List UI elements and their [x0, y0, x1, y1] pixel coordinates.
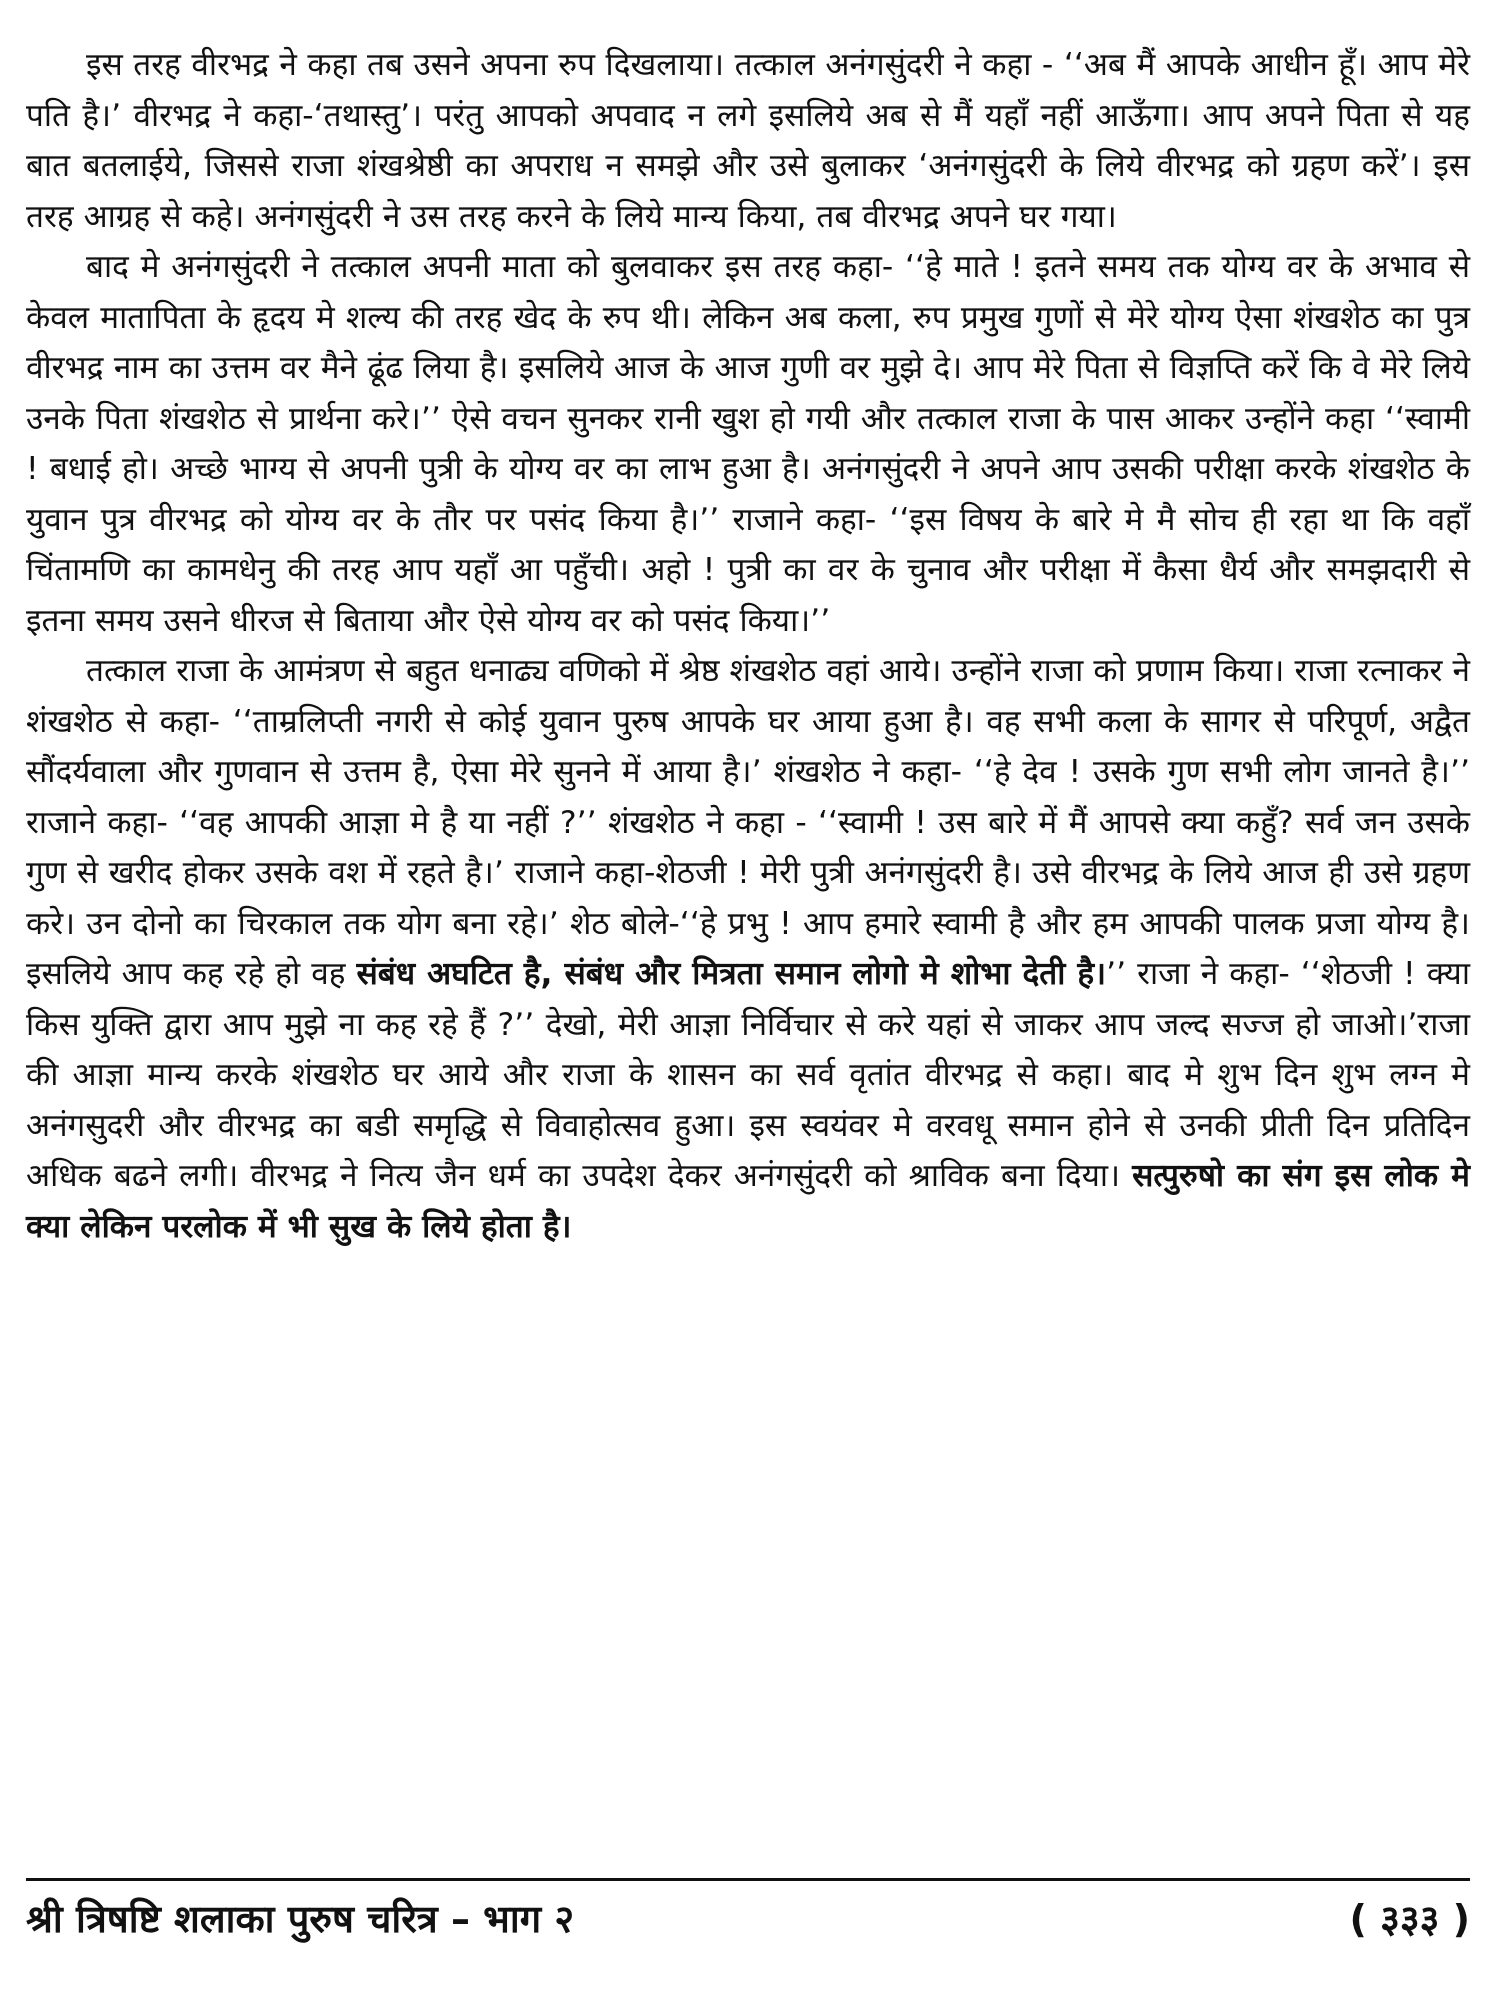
paragraph-text: इस तरह वीरभद्र ने कहा तब उसने अपना रुप दिखलाया। तत्काल अनंगसुंदरी ने कहा - ‘‘अब मैं आपके आधीन हूँ। आप मेरे पति है।’ वीरभद्र ने कहा-‘तथास्तु’। परंतु आपको अपवाद न लगे इसलिये अब से मैं यहाँ नहीं आऊँगा। आप अपने पिता से यह बात बतलाईये, जिससे राजा शंखश्रेष्ठी का अपराध न समझे और उसे बुलाकर ‘अनंगसुंदरी के लिये वीरभद्र को ग्रहण करें’। इस तरह आग्रह से कहे। अनंगसुंदरी ने उस तरह करने के लिये मान्य किया, तब वीरभद्र अपने घर गया।: [26, 47, 1470, 235]
paragraph: [26, 242, 1470, 646]
body-text: [26, 40, 1470, 1252]
paragraph-text: ’’ राजा ने कहा- ‘‘शेठजी ! क्या किस युक्ति द्वारा आप मुझे ना कह रहे हैं ?’’ देखो, मेरी आज्ञा निर्विचार से करे यहां से जाकर आप जल्द सज्ज हो जाओ।’राजा की आज्ञा मान्य करके शंखशेठ घर आये और राजा के शासन का सर्व वृतांत वीरभद्र से कहा। बाद मे शुभ दिन शुभ लग्न मे अनंगसुदरी और वीरभद्र का बडी समृद्धि से विवाहोत्सव हुआ। इस स्वयंवर मे वरवधू समान होने से उनकी प्रीती दिन प्रतिदिन अधिक बढने लगी। वीरभद्र ने नित्य जैन धर्म का उपदेश देकर अनंगसुंदरी को श्राविक बना दिया।: [26, 956, 1470, 1194]
book-title: श्री त्रिषष्टि शलाका पुरुष चरित्र – भाग २: [26, 1897, 575, 1941]
paragraph-text: बाद मे अनंगसुंदरी ने तत्काल अपनी माता को बुलवाकर इस तरह कहा- ‘‘हे माते ! इतने समय तक योग्य वर के अभाव से केवल मातापिता के हृदय मे शल्य की तरह खेद के रुप थी। लेकिन अब कला, रुप प्रमुख गुणों से मेरे योग्य ऐसा शंखशेठ का पुत्र वीरभद्र नाम का उत्तम वर मैने ढूंढ लिया है। इसलिये आज के आज गुणी वर मुझे दे। आप मेरे पिता से विज्ञप्ति करें कि वे मेरे लिये उनके पिता शंखशेठ से प्रार्थना करे।’’ ऐसे वचन सुनकर रानी खुश हो गयी और तत्काल राजा के पास आकर उन्होंने कहा ‘‘स्वामी ! बधाई हो। अच्छे भाग्य से अपनी पुत्री के योग्य वर का लाभ हुआ है। अनंगसुंदरी ने अपने आप उसकी परीक्षा करके शंखशेठ के युवान पुत्र वीरभद्र को योग्य वर के तौर पर पसंद किया है।’’ राजाने कहा- ‘‘इस विषय के बारे मे मै सोच ही रहा था कि वहाँ चिंतामणि का कामधेनु की तरह आप यहाँ आ पहुँची। अहो ! पुत्री का वर के चुनाव और परीक्षा में कैसा धैर्य और समझदारी से इतना समय उसने धीरज से बिताया और ऐसे योग्य वर को पसंद किया।’’: [26, 249, 1470, 639]
emphasized-text: संबंध अघटित है, संबंध और मित्रता समान लोगो मे शोभा देती है।: [356, 956, 1107, 992]
emphasized-text: सत्पुरुषो का संग इस लोक मे क्या लेकिन परलोक में भी सुख के लिये होता है।: [26, 1158, 1471, 1245]
paragraph-text: तत्काल राजा के आमंत्रण से बहुत धनाढ्य वणिको में श्रेष्ठ शंखशेठ वहां आये। उन्होंने राजा को प्रणाम किया। राजा रत्नाकर ने शंखशेठ से कहा- ‘‘ताम्रलिप्ती नगरी से कोई युवान पुरुष आपके घर आया हुआ है। वह सभी कला के सागर से परिपूर्ण, अद्वैत सौंदर्यवाला और गुणवान से उत्तम है, ऐसा मेरे सुनने में आया है।’ शंखशेठ ने कहा- ‘‘हे देव ! उसके गुण सभी लोग जानते है।’’ राजाने कहा- ‘‘वह आपकी आज्ञा मे है या नहीं ?’’ शंखशेठ ने कहा - ‘‘स्वामी ! उस बारे में मैं आपसे क्या कहुँ? सर्व जन उसके गुण से खरीद होकर उसके वश में रहते है।’ राजाने कहा-शेठजी ! मेरी पुत्री अनंगसुंदरी है। उसे वीरभद्र के लिये आज ही उसे ग्रहण करे। उन दोनो का चिरकाल तक योग बना रहे।’ शेठ बोले-‘‘हे प्रभु ! आप हमारे स्वामी है और हम आपकी पालक प्रजा योग्य है। इसलिये आप कह रहे हो वह: [26, 653, 1470, 992]
paragraph: [26, 646, 1470, 1252]
footer-divider: [26, 1878, 1470, 1881]
paragraph: [26, 40, 1470, 242]
page-footer: [26, 1888, 1470, 1948]
page-number: ( ३३३ ): [1349, 1897, 1470, 1941]
